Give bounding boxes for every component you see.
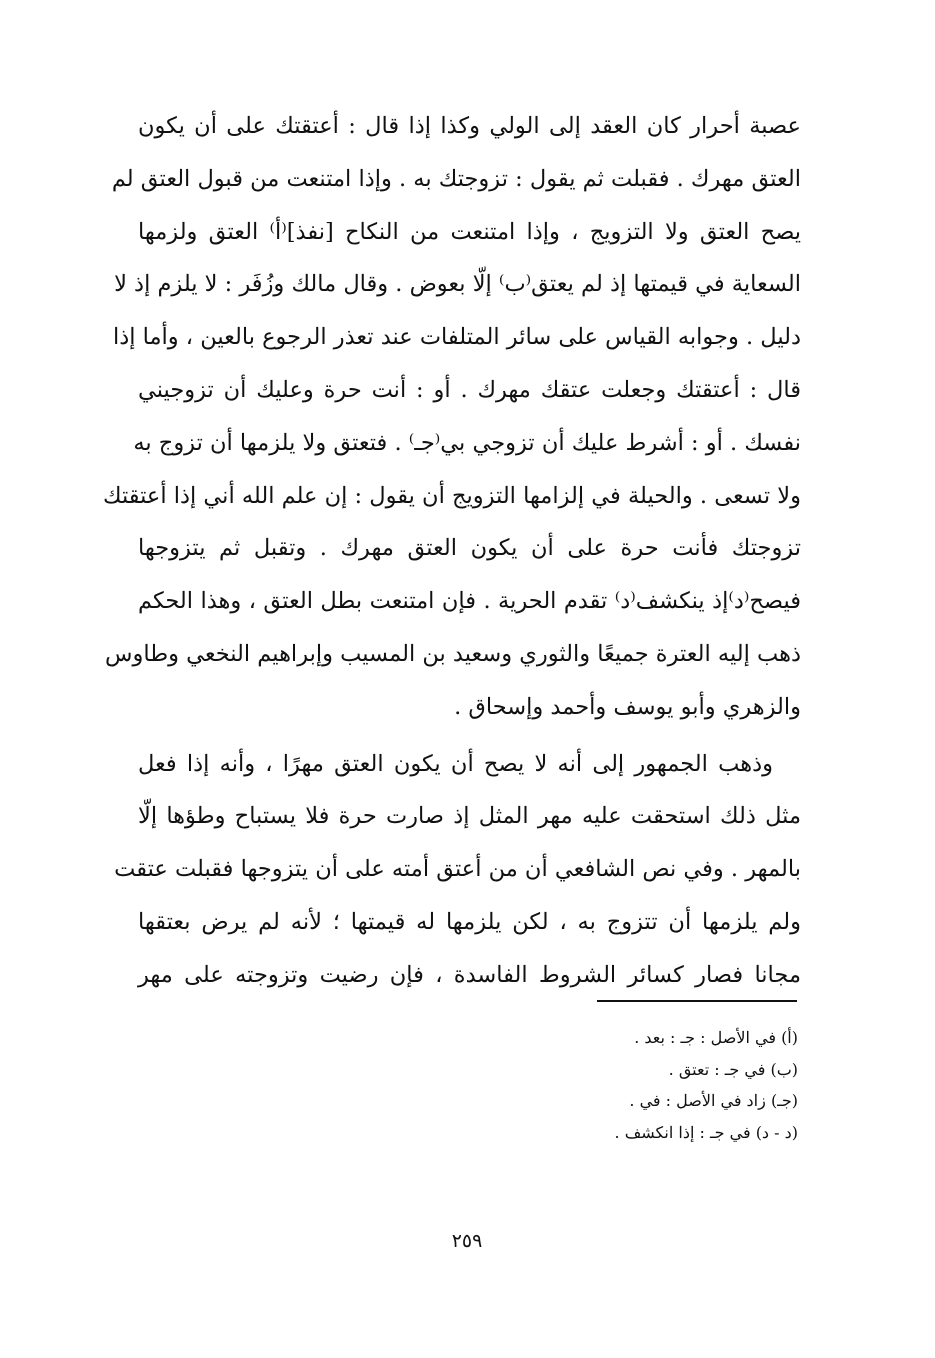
- footnote: (د - د) في جـ : إذا انكشف .: [614, 1122, 798, 1142]
- text-line: العتق مهرك . فقبلت ثم يقول : تزوجتك به . وإذا امتنعت من قبول العتق لم: [111, 165, 801, 192]
- text-line: دليل . وجوابه القياس على سائر المتلفات عند تعذر الرجوع بالعين ، وأما إذا: [112, 324, 801, 351]
- footnote: (أ) في الأصل : جـ : بعد .: [634, 1028, 798, 1047]
- footnotes: [400, 1022, 798, 1148]
- main-text: [103, 100, 801, 1002]
- footnote: (ب) في جـ : تعتق .: [668, 1059, 798, 1079]
- text-line: وذهب الجمهور إلى أنه لا يصح أن يكون العتق مهرًا ، وأنه إذا فعل: [138, 750, 773, 777]
- text-line: مثل ذلك استحقت عليه مهر المثل إذ صارت حرة فلا يستباح وطؤها إلّا: [138, 803, 801, 830]
- page-number: ٢٥٩: [451, 1230, 483, 1252]
- text-line: نفسك . أو : أشرط عليك أن تزوجي بي⁽جـ⁾ . فتعتق ولا يلزمها أن تزوج به: [133, 429, 801, 456]
- text-line: قال : أعتقتك وجعلت عتقك مهرك . أو : أنت حرة وعليك أن تزوجيني: [138, 376, 801, 403]
- text-line: السعاية في قيمتها إذ لم يعتق⁽ب⁾ إلّا بعوض . وقال مالك وزُفَر : لا يلزم إذ لا: [114, 271, 801, 298]
- text-line: عصبة أحرار كان العقد إلى الولي وكذا إذا قال : أعتقتك على أن يكون: [138, 113, 801, 139]
- text-line: بالمهر . وفي نص الشافعي أن من أعتق أمته على أن يتزوجها فقبلت عتقت: [114, 856, 801, 883]
- text-line: يصح العتق ولا التزويج ، وإذا امتنعت من النكاح [نفذ]⁽أ⁾ العتق ولزمها: [138, 218, 801, 245]
- text-line: تزوجتك فأنت حرة على أن يكون العتق مهرك . وتقبل ثم يتزوجها: [138, 535, 801, 562]
- footnote: (جـ) زاد في الأصل : في .: [629, 1091, 798, 1110]
- text-line: فيصح⁽د⁾إذ ينكشف⁽د⁾ تقدم الحرية . فإن امتنعت بطل العتق ، وهذا الحكم: [138, 588, 801, 615]
- footnote-divider: [597, 1000, 797, 1002]
- text-line: مجانا فصار كسائر الشروط الفاسدة ، فإن رضيت وتزوجته على مهر: [138, 961, 801, 988]
- text-line: ذهب إليه العترة جميعًا والثوري وسعيد بن المسيب وإبراهيم النخعي وطاوس: [105, 640, 801, 667]
- text-line: ولم يلزمها أن تتزوج به ، لكن يلزمها له قيمتها ؛ لأنه لم يرض بعتقها: [138, 908, 801, 935]
- text-line: والزهري وأبو يوسف وأحمد وإسحاق .: [454, 693, 801, 720]
- text-line: ولا تسعى . والحيلة في إلزامها التزويج أن يقول : إن علم الله أني إذا أعتقتك: [103, 482, 801, 509]
